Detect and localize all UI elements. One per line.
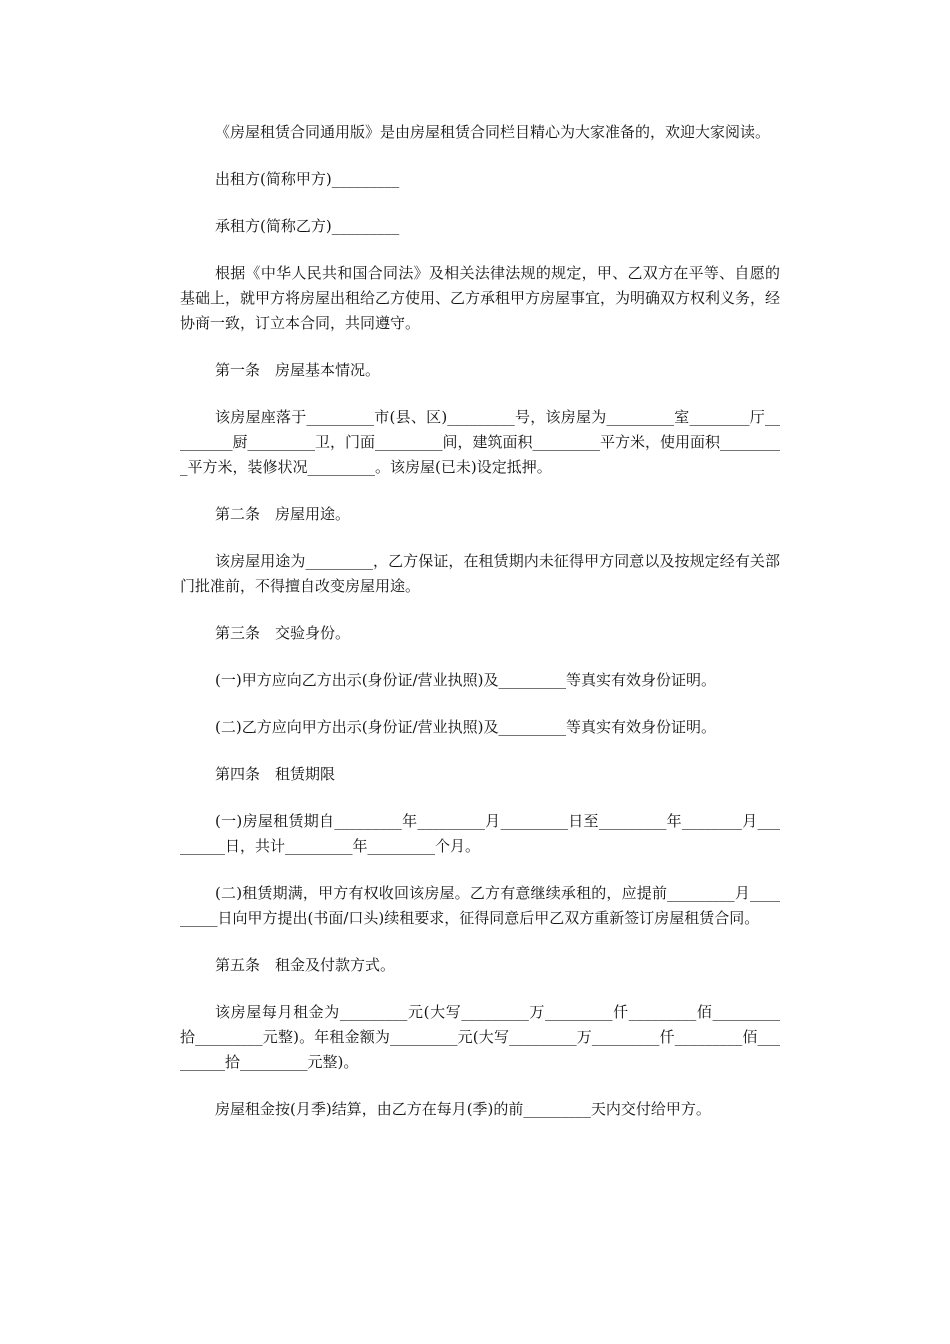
article-1-heading: 第一条 房屋基本情况。 bbox=[215, 361, 381, 379]
article-5-heading: 第五条 租金及付款方式。 bbox=[215, 956, 396, 974]
intro-paragraph: 《房屋租赁合同通用版》是由房屋租赁合同栏目精心为大家准备的，欢迎大家阅读。 bbox=[215, 123, 771, 141]
article-4-item-2: (二)租赁期满，甲方有权收回该房屋。乙方有意继续承租的，应提前_________月_________日向甲方提出(书面/口头)续租要求，征得同意后甲乙双方重新签订房屋租赁合同。 bbox=[180, 884, 780, 927]
article-3-item-1: (一)甲方应向乙方出示(身份证/营业执照)及_________等真实有效身份证明。 bbox=[215, 671, 716, 689]
article-5-rent-amount: 该房屋每月租金为_________元(大写_________万_________仟_________佰_________拾_________元整)。年租金额为_________元(大写_________万_________仟_________佰_________拾_________元整)。 bbox=[180, 1003, 780, 1071]
article-1-body: 该房屋座落于_________市(县、区)_________号，该房屋为_________室________厅_________厨_________卫，门面_________间，建筑面积_________平方米，使用面积_________平方米，装修状况_________。该房屋(已未)设定抵押。 bbox=[180, 408, 781, 476]
lessor-field: 出租方(简称甲方)_________ bbox=[215, 170, 400, 188]
preamble-paragraph: 根据《中华人民共和国合同法》及相关法律法规的规定，甲、乙双方在平等、自愿的基础上，就甲方将房屋出租给乙方使用、乙方承租甲方房屋事宜，为明确双方权利义务，经协商一致，订立本合同，共同遵守。 bbox=[180, 264, 781, 332]
article-4-heading: 第四条 租赁期限 bbox=[215, 765, 336, 783]
lessee-field: 承租方(简称乙方)_________ bbox=[215, 217, 400, 235]
contract-document bbox=[180, 120, 780, 1144]
article-5-payment-terms: 房屋租金按(月季)结算，由乙方在每月(季)的前_________天内交付给甲方。 bbox=[215, 1100, 711, 1118]
article-3-heading: 第三条 交验身份。 bbox=[215, 624, 351, 642]
article-2-heading: 第二条 房屋用途。 bbox=[215, 505, 351, 523]
article-2-body: 该房屋用途为_________，乙方保证，在租赁期内未征得甲方同意以及按规定经有关部门批准前，不得擅自改变房屋用途。 bbox=[180, 552, 780, 595]
article-4-item-1: (一)房屋租赁期自_________年_________月_________日至_________年________月_________日，共计_________年_________个月。 bbox=[180, 812, 780, 855]
article-3-item-2: (二)乙方应向甲方出示(身份证/营业执照)及_________等真实有效身份证明。 bbox=[215, 718, 716, 736]
